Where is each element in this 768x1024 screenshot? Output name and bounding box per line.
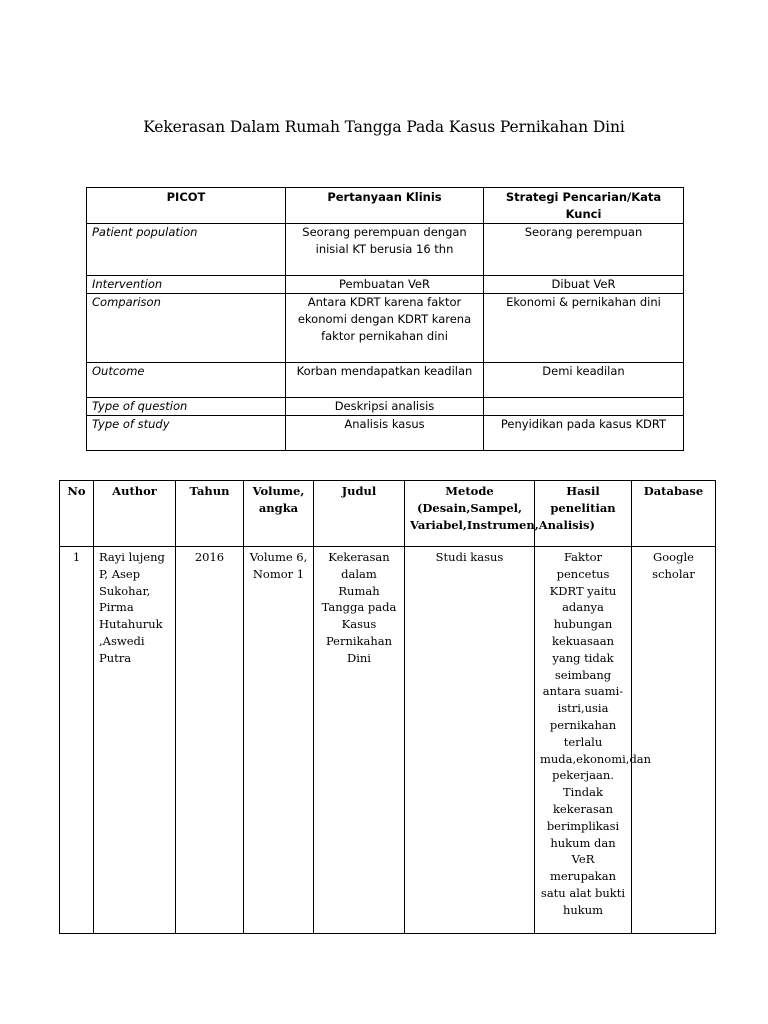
header-hasil: Hasil penelitian: [535, 481, 632, 547]
cell-tahun: 2016: [176, 547, 244, 934]
picot-header-strategy: Strategi Pencarian/Kata Kunci: [484, 188, 684, 224]
picot-strategy: [484, 398, 684, 416]
picot-row: [87, 416, 684, 451]
picot-label: Patient population: [87, 224, 286, 276]
picot-label: Type of study: [87, 416, 286, 451]
header-no: No: [60, 481, 94, 547]
page-title: Kekerasan Dalam Rumah Tangga Pada Kasus Pernikahan Dini: [143, 118, 625, 136]
picot-question: Pembuatan VeR: [286, 276, 484, 294]
picot-table: [86, 187, 684, 451]
picot-strategy: Ekonomi & pernikahan dini: [484, 294, 684, 363]
picot-strategy: Seorang perempuan: [484, 224, 684, 276]
picot-label: Intervention: [87, 276, 286, 294]
picot-question: Antara KDRT karena faktor ekonomi dengan KDRT karena faktor pernikahan dini: [286, 294, 484, 363]
picot-header-row: [87, 188, 684, 224]
header-judul: Judul: [314, 481, 405, 547]
picot-row: [87, 294, 684, 363]
header-database: Database: [632, 481, 716, 547]
picot-question: Seorang perempuan dengan inisial KT berusia 16 thn: [286, 224, 484, 276]
picot-question: Deskripsi analisis: [286, 398, 484, 416]
cell-author: Rayi lujeng P, Asep Sukohar, Pirma Hutahuruk ,Aswedi Putra: [94, 547, 176, 934]
picot-header-question: Pertanyaan Klinis: [286, 188, 484, 224]
picot-row: [87, 363, 684, 398]
picot-label: Comparison: [87, 294, 286, 363]
picot-header-picot: PICOT: [87, 188, 286, 224]
literature-table: [59, 480, 716, 934]
picot-question: Korban mendapatkan keadilan: [286, 363, 484, 398]
picot-question: Analisis kasus: [286, 416, 484, 451]
picot-row: [87, 224, 684, 276]
picot-strategy: Demi keadilan: [484, 363, 684, 398]
cell-volume: Volume 6, Nomor 1: [244, 547, 314, 934]
cell-judul: Kekerasan dalam Rumah Tangga pada Kasus Pernikahan Dini: [314, 547, 405, 934]
header-tahun: Tahun: [176, 481, 244, 547]
picot-row: [87, 398, 684, 416]
picot-row: [87, 276, 684, 294]
picot-strategy: Dibuat VeR: [484, 276, 684, 294]
table-row: [60, 547, 716, 934]
header-metode: Metode (Desain,Sampel, Variabel,Instrumen,Analisis): [405, 481, 535, 547]
cell-metode: Studi kasus: [405, 547, 535, 934]
cell-database: Google scholar: [632, 547, 716, 934]
picot-label: Outcome: [87, 363, 286, 398]
header-volume: Volume, angka: [244, 481, 314, 547]
literature-header-row: [60, 481, 716, 547]
cell-hasil: Faktor pencetus KDRT yaitu adanya hubungan kekuasaan yang tidak seimbang antara suami-istri,usia pernikahan terlalu muda,ekonomi,dan pekerjaan. Tindak kekerasan berimplikasi hukum dan VeR merupakan satu alat bukti hukum: [535, 547, 632, 934]
header-author: Author: [94, 481, 176, 547]
picot-label: Type of question: [87, 398, 286, 416]
picot-strategy: Penyidikan pada kasus KDRT: [484, 416, 684, 451]
cell-no: 1: [60, 547, 94, 934]
